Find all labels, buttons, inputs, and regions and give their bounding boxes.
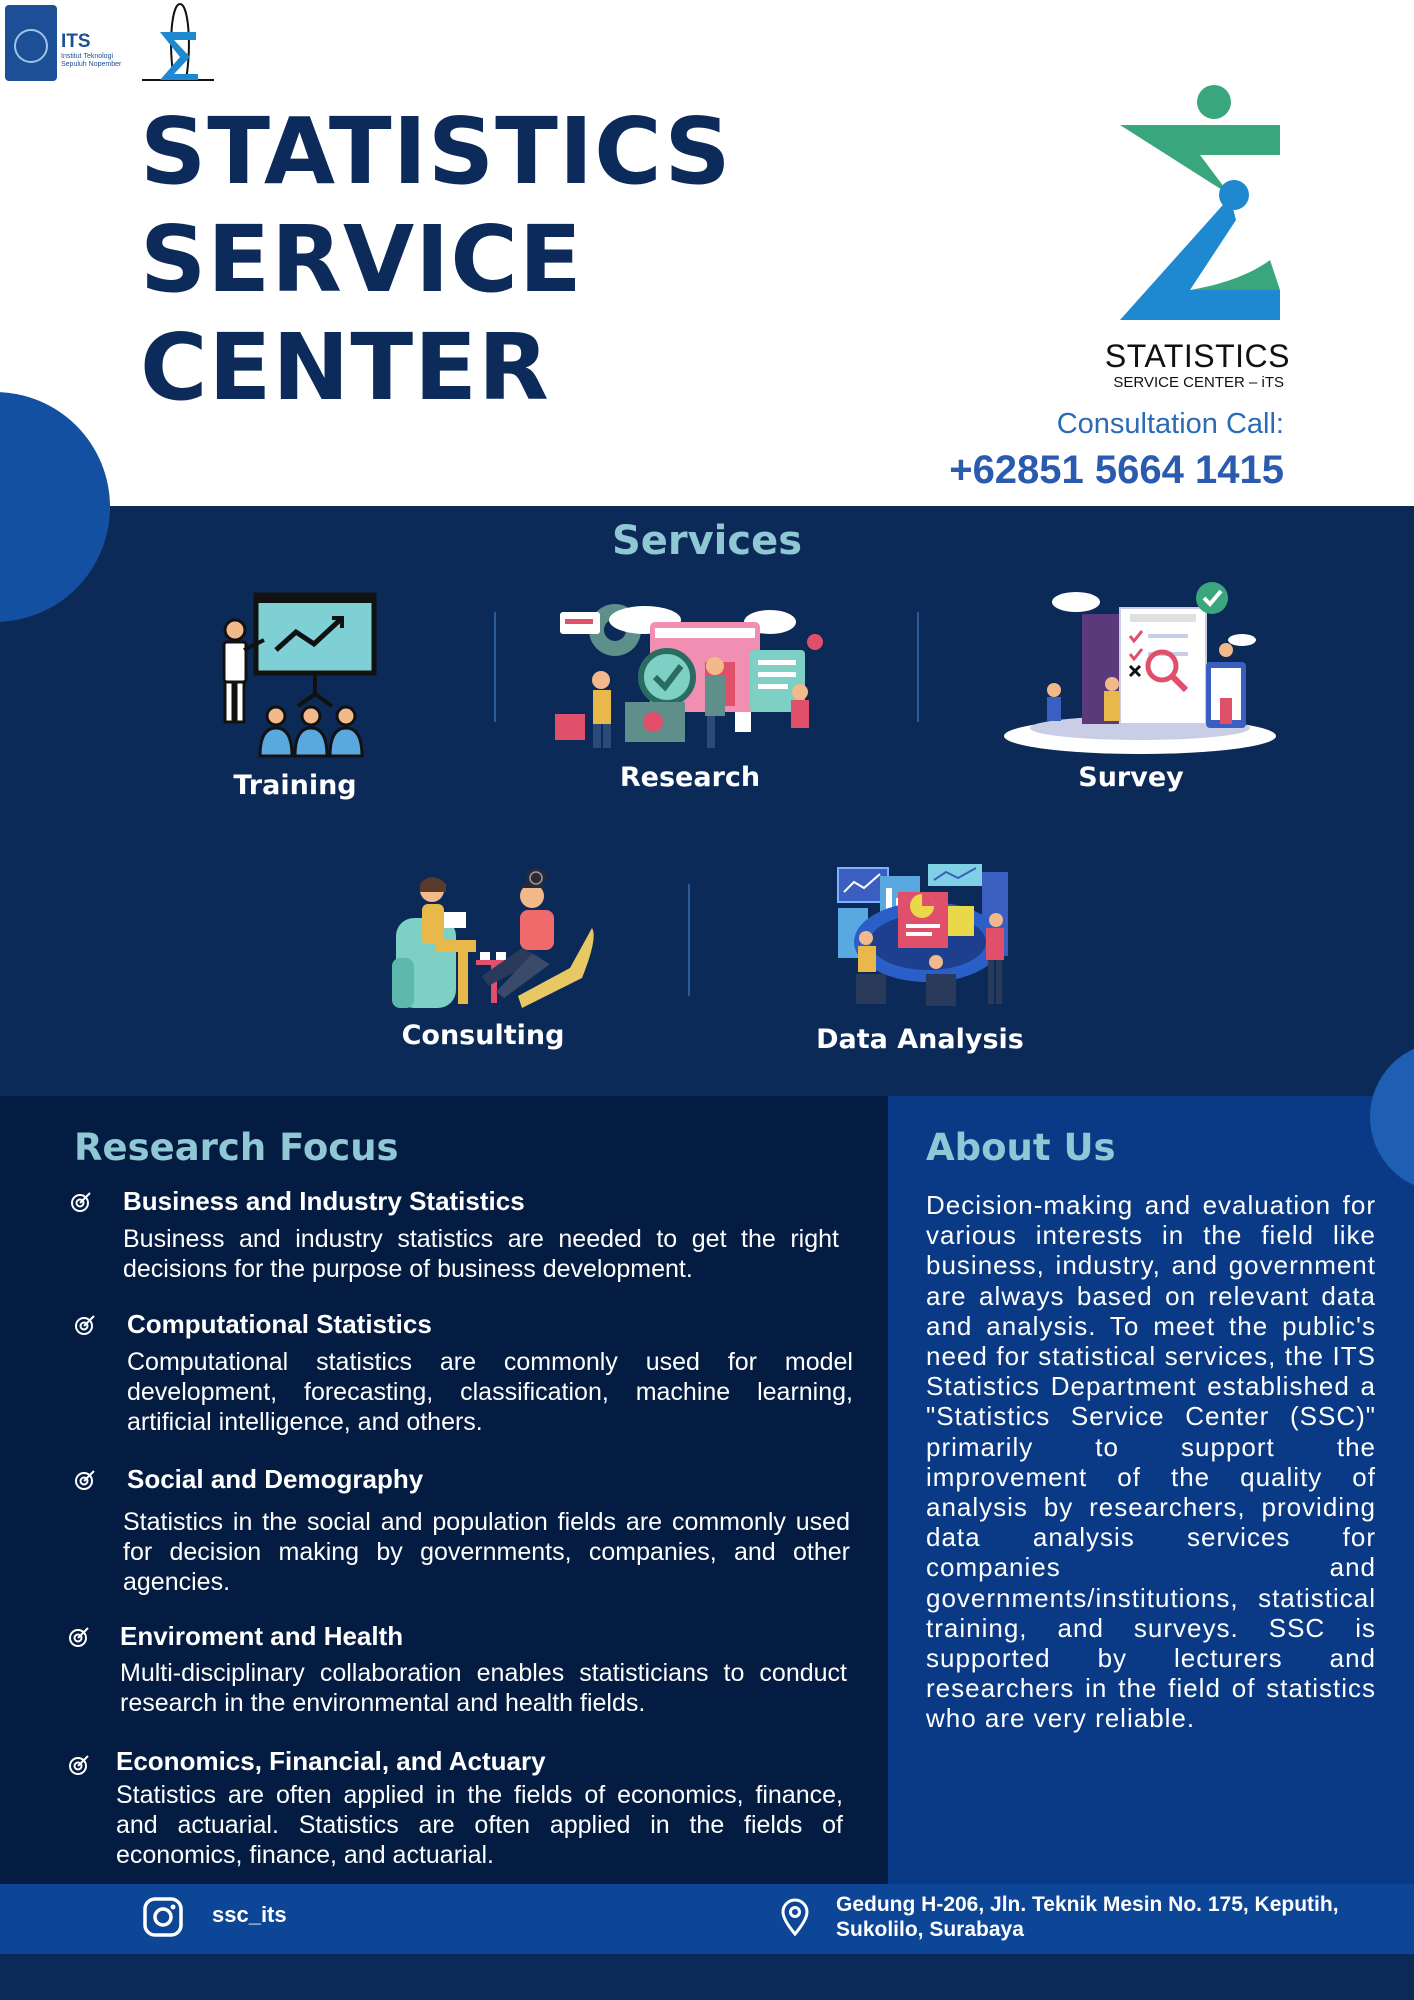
service-label-survey: Survey	[1078, 762, 1184, 793]
focus-item-title: Computational Statistics	[127, 1309, 432, 1339]
focus-item-body: Statistics are often applied in the fields of economics, finance, and actuarial. Statistics are often applied in the fields of economics, finance, and actuarial.	[116, 1781, 843, 1869]
service-label-training: Training	[233, 770, 357, 801]
training-icon	[210, 590, 380, 760]
service-item-data-analysis	[836, 862, 1012, 1012]
ssc-logo-subtitle: SERVICE CENTER – iTS	[1113, 374, 1284, 391]
research-icon	[555, 592, 825, 752]
focus-item-body: Statistics in the social and population fields are commonly used for decision making by governments, companies, and other agencies.	[123, 1508, 850, 1596]
title-line-2: SERVICE	[140, 206, 583, 313]
consultation-phone[interactable]: +62851 5664 1415	[949, 448, 1284, 492]
instagram-icon[interactable]	[142, 1896, 184, 1938]
consultation-label: Consultation Call:	[1056, 408, 1284, 440]
focus-item-body: Business and industry statistics are needed to get the right decisions for the purpose of business development.	[123, 1225, 839, 1283]
service-label-data-analysis: Data Analysis	[816, 1024, 1024, 1055]
service-item-survey	[1000, 578, 1280, 756]
ssc-sigma-logo-icon	[1110, 85, 1290, 325]
target-icon	[74, 1469, 96, 1491]
address-text: Gedung H-206, Jln. Teknik Mesin No. 175, Keputih, Sukolilo, Surabaya	[836, 1893, 1339, 1941]
service-item-training	[210, 590, 380, 760]
survey-icon	[1000, 578, 1280, 756]
its-logo	[5, 5, 129, 83]
service-item-research	[555, 592, 825, 752]
data-analysis-icon	[836, 862, 1012, 1012]
footer-bottom-strip	[0, 1954, 1414, 2000]
page-title	[140, 98, 732, 422]
consulting-icon	[392, 868, 602, 1012]
service-divider	[688, 884, 690, 996]
about-body: Decision-making and evaluation for various interests in the field like business, industry, and government are always based on relevant data and analysis. To meet the public's need for statistical services, the ITS Statistics Department established a "Statistics Service Center (SSC)" primarily to support the improvement of the quality of analysis by researchers, providing data analysis services for companies and governments/institutions, statistical training, and surveys. SSC is supported by lecturers and researchers in the field of statistics who are very reliable.	[926, 1190, 1376, 1734]
target-icon	[74, 1314, 96, 1336]
statistics-department-logo-icon	[140, 2, 216, 82]
focus-item-title: Business and Industry Statistics	[123, 1186, 525, 1216]
focus-item-title: Enviroment and Health	[120, 1621, 404, 1651]
its-shield-icon	[5, 5, 57, 81]
target-icon	[70, 1191, 92, 1213]
service-divider	[917, 612, 919, 722]
focus-item-body: Multi-disciplinary collaboration enables statisticians to conduct research in the environmental and health fields.	[120, 1659, 847, 1717]
research-focus-title: Research Focus	[74, 1126, 399, 1169]
target-icon	[68, 1626, 90, 1648]
title-line-1: STATISTICS	[140, 98, 732, 205]
service-divider	[494, 612, 496, 722]
service-label-consulting: Consulting	[401, 1020, 565, 1051]
services-title: Services	[611, 518, 803, 564]
service-label-research: Research	[619, 762, 761, 793]
its-logo-subtitle: Institut Teknologi Sepuluh Nopember	[61, 53, 122, 68]
ssc-logo-word: STATISTICS	[1104, 338, 1290, 374]
focus-item-body: Computational statistics are commonly used for model development, forecasting, classification, machine learning, artificial intelligence, and others.	[127, 1348, 853, 1436]
target-icon	[68, 1754, 90, 1776]
focus-item-title: Economics, Financial, and Actuary	[116, 1746, 546, 1776]
focus-item-title: Social and Demography	[127, 1464, 424, 1494]
service-item-consulting	[392, 868, 602, 1012]
instagram-handle[interactable]: ssc_its	[212, 1902, 287, 1927]
title-line-3: CENTER	[140, 314, 550, 421]
about-title: About Us	[926, 1126, 1116, 1169]
its-logo-word: ITS	[61, 31, 91, 52]
location-pin-icon	[780, 1898, 810, 1936]
